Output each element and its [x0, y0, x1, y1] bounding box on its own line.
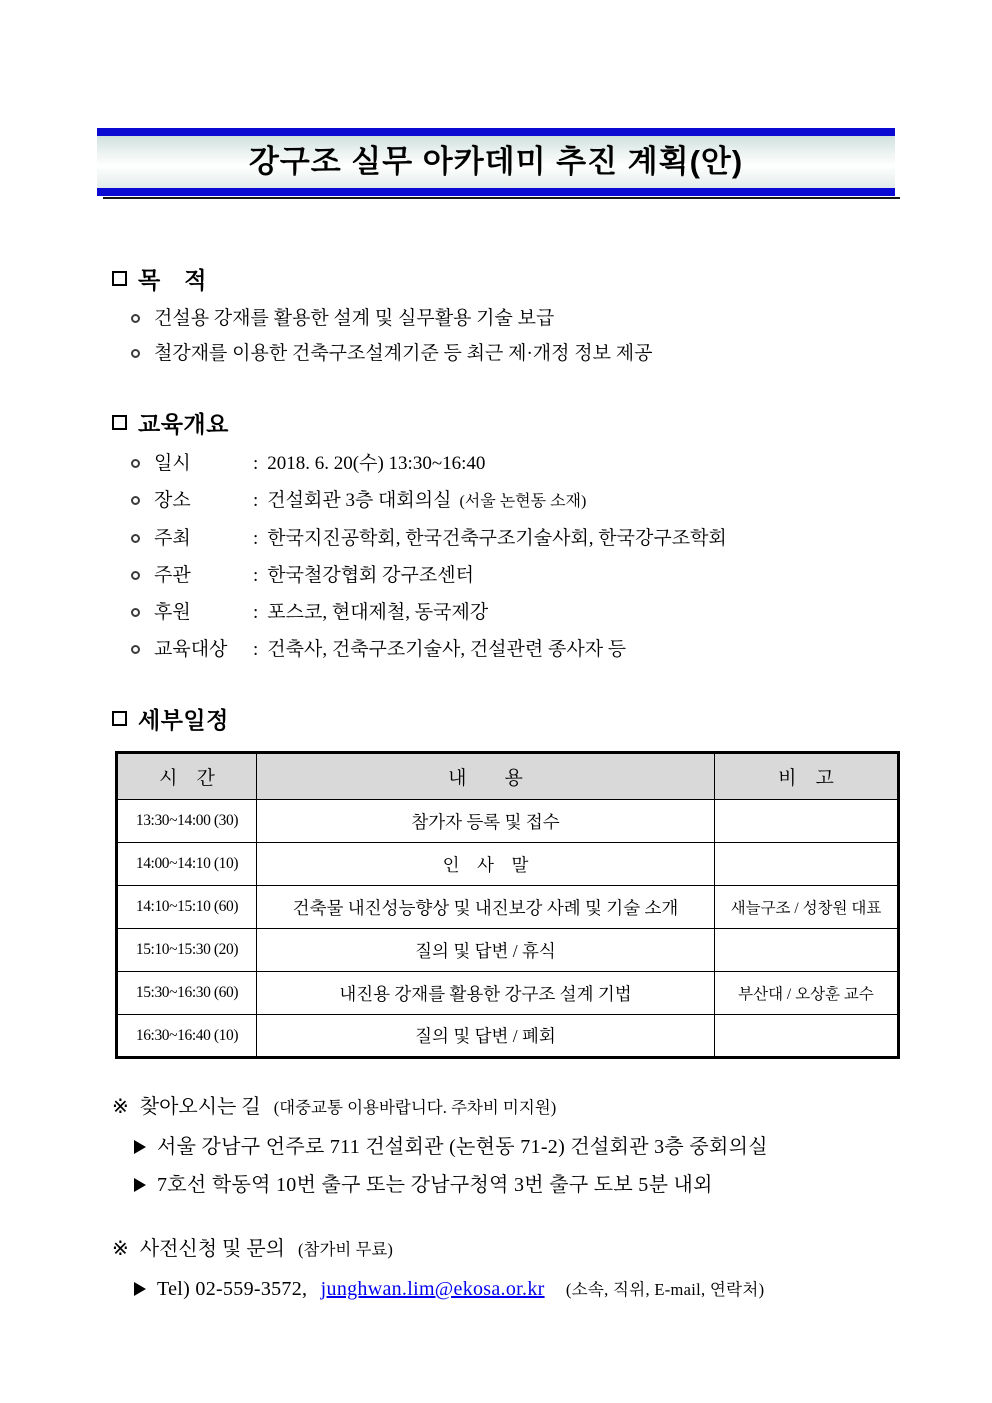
contact-title-note: (참가비 무료) [298, 1240, 393, 1259]
colon: : [253, 565, 259, 586]
list-item-sponsor [131, 600, 951, 625]
cell-content: 인 사 말 [257, 843, 715, 886]
table-row [117, 843, 899, 886]
square-marker-icon [112, 711, 127, 726]
field-value: 한국지진공학회, 한국건축구조기술사회, 한국강구조학회 [267, 528, 727, 549]
right-triangle-icon [134, 1282, 146, 1296]
cell-content: 질의 및 답변 / 폐회 [257, 1015, 715, 1058]
field-note: (서울 논현동 소재) [459, 493, 587, 510]
directions-item-text: 서울 강남구 언주로 711 건설회관 (논현동 71-2) 건설회관 3층 중회의실 [157, 1136, 768, 1158]
list-item-audience [131, 637, 951, 662]
table-row [117, 800, 899, 843]
cell-time: 13:30~14:00 (30) [117, 800, 257, 843]
section-heading-overview [112, 406, 229, 439]
directions-heading [112, 1094, 952, 1121]
colon: : [253, 453, 259, 474]
purpose-item-text: 철강재를 이용한 건축구조설계기준 등 최근 제·개정 정보 제공 [154, 343, 653, 364]
circle-bullet-icon [131, 571, 140, 580]
cell-time: 15:10~15:30 (20) [117, 929, 257, 972]
section-heading-purpose [112, 262, 207, 295]
contact-heading [112, 1236, 952, 1263]
table-row [117, 1015, 899, 1058]
field-value: 건축사, 건축구조기술사, 건설관련 종사자 등 [267, 639, 627, 660]
cell-note: 새늘구조 / 성창원 대표 [715, 886, 899, 929]
circle-bullet-icon [131, 496, 140, 505]
directions-title-note: (대중교통 이용바랍니다. 주차비 미지원) [273, 1098, 557, 1117]
directions-title: 찾아오시는 길 [139, 1096, 261, 1118]
field-value: 한국철강협회 강구조센터 [267, 565, 474, 586]
field-label: 후원 [154, 602, 191, 623]
field-label: 장소 [154, 490, 191, 511]
page-title: 강구조 실무 아카데미 추진 계획(안) [248, 144, 744, 179]
column-header-content: 내 용 [257, 753, 715, 800]
circle-bullet-icon [131, 314, 140, 323]
table-header-row [117, 753, 899, 800]
circle-bullet-icon [131, 534, 140, 543]
circle-bullet-icon [131, 608, 140, 617]
cell-note [715, 800, 899, 843]
list-item [131, 306, 931, 331]
table-row [117, 886, 899, 929]
contact-title: 사전신청 및 문의 [139, 1238, 286, 1260]
field-label: 일시 [154, 453, 191, 474]
overview-list [131, 451, 951, 674]
field-label: 주관 [154, 565, 191, 586]
cell-content: 건축물 내진성능향상 및 내진보강 사례 및 기술 소개 [257, 886, 715, 929]
field-value: 포스코, 현대제철, 동국제강 [267, 602, 489, 623]
list-item-organizer [131, 563, 951, 588]
section-title-overview: 교육개요 [138, 411, 229, 437]
list-item-host [131, 526, 951, 551]
reference-mark-icon: ※ [112, 1096, 129, 1118]
contact-item-tel [134, 1276, 974, 1303]
directions-item-address [134, 1134, 964, 1161]
field-value: 2018. 6. 20(수) 13:30~16:40 [267, 453, 486, 474]
circle-bullet-icon [131, 459, 140, 468]
cell-time: 14:00~14:10 (10) [117, 843, 257, 886]
cell-time: 14:10~15:10 (60) [117, 886, 257, 929]
colon: : [253, 528, 259, 549]
tel-text: Tel) 02-559-3572, [157, 1278, 308, 1300]
cell-content: 질의 및 답변 / 휴식 [257, 929, 715, 972]
cell-note: 부산대 / 오상훈 교수 [715, 972, 899, 1015]
cell-content: 참가자 등록 및 접수 [257, 800, 715, 843]
reference-mark-icon: ※ [112, 1238, 129, 1260]
cell-time: 16:30~16:40 (10) [117, 1015, 257, 1058]
colon: : [253, 490, 259, 511]
directions-item-subway [134, 1172, 964, 1199]
purpose-list [131, 306, 931, 376]
table-row [117, 972, 899, 1015]
cell-content: 내진용 강재를 활용한 강구조 설계 기법 [257, 972, 715, 1015]
email-note: (소속, 직위, E-mail, 연락처) [565, 1280, 765, 1299]
cell-note [715, 1015, 899, 1058]
field-label: 주최 [154, 528, 191, 549]
square-marker-icon [112, 271, 127, 286]
cell-note [715, 929, 899, 972]
email-link[interactable]: junghwan.lim@ekosa.or.kr [320, 1278, 545, 1300]
document-title-banner [97, 128, 895, 196]
field-value: 건설회관 3층 대회의실 [267, 490, 452, 511]
circle-bullet-icon [131, 349, 140, 358]
square-marker-icon [112, 415, 127, 430]
field-label: 교육대상 [154, 639, 228, 660]
circle-bullet-icon [131, 645, 140, 654]
colon: : [253, 639, 259, 660]
column-header-note: 비 고 [715, 753, 899, 800]
table-row [117, 929, 899, 972]
section-title-purpose: 목 적 [138, 267, 207, 293]
cell-time: 15:30~16:30 (60) [117, 972, 257, 1015]
colon: : [253, 602, 259, 623]
schedule-table [115, 751, 900, 1059]
section-heading-schedule [112, 702, 229, 735]
banner-shadow-line [103, 197, 900, 199]
purpose-item-text: 건설용 강재를 활용한 설계 및 실무활용 기술 보급 [154, 308, 555, 329]
right-triangle-icon [134, 1178, 146, 1192]
column-header-time: 시 간 [117, 753, 257, 800]
list-item-venue [131, 488, 951, 514]
list-item [131, 341, 931, 366]
right-triangle-icon [134, 1140, 146, 1154]
cell-note [715, 843, 899, 886]
section-title-schedule: 세부일정 [138, 707, 229, 733]
directions-item-text: 7호선 학동역 10번 출구 또는 강남구청역 3번 출구 도보 5분 내외 [157, 1174, 713, 1196]
list-item-datetime [131, 451, 951, 476]
